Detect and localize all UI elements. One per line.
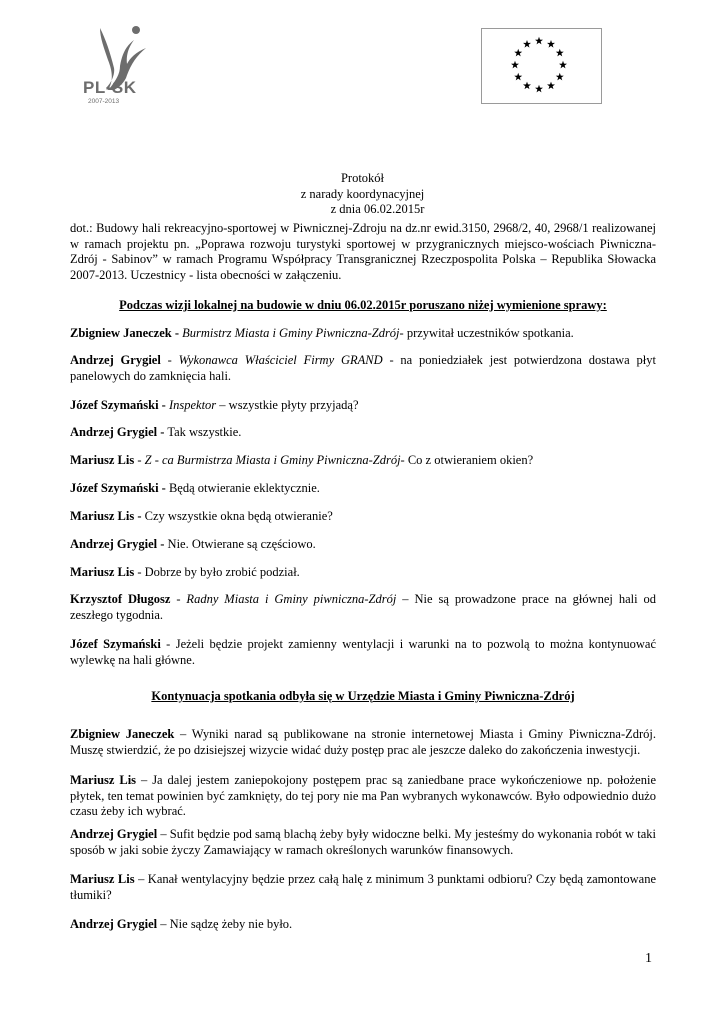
section1-entry — [70, 453, 656, 469]
section1-entry — [70, 637, 656, 668]
speaker-role: Inspektor — [165, 398, 217, 412]
section2-entry — [70, 917, 656, 933]
eu-star-icon — [511, 61, 519, 69]
speaker-role: - Wykonawca Właściciel Firmy GRAND — [160, 353, 383, 367]
statement-text: – Wyniki narad są publikowane na stronie internetowej Miasta i Gminy Piwniczna-Zdrój. Muszę stwierdzić, że po dzisiejszej wizycie widać duży postęp prac ale jeszcze daleko do zakończenia inwestycji. — [70, 727, 656, 757]
page-number: 1 — [645, 951, 652, 966]
eu-star-icon — [556, 73, 564, 81]
section1-entry — [70, 481, 656, 497]
doc-title: Protokół — [340, 171, 385, 185]
speaker-name: Zbigniew Janeczek — [70, 727, 175, 741]
section1-entry — [70, 398, 656, 414]
eu-star-icon — [547, 82, 555, 90]
speaker-name: Andrzej Grygiel — [70, 353, 161, 367]
statement-text: Nie. Otwierane są częściowo. — [164, 537, 316, 551]
statement-text: Będą otwieranie eklektycznie. — [165, 481, 320, 495]
statement-text: – Nie są prowadzone prace na głównej hali od zeszłego tygodnia. — [70, 592, 657, 622]
statement-text: przywitał uczestników spotkania. — [403, 326, 574, 340]
statement-text: Co z otwieraniem okien? — [404, 453, 534, 467]
section2-entry — [70, 827, 656, 858]
statement-text: – wszystkie płyty przyjadą? — [216, 398, 359, 412]
statement-text: Czy wszystkie okna będą otwieranie? — [141, 509, 333, 523]
statement-text: – Sufit będzie pod samą blachą żeby były widoczne belki. My jesteśmy do wykonania robót w taki sposób w jaki sobie życzy Zamawiający w ramach określonych warunków finansowych. — [70, 827, 656, 857]
speaker-role: - Radny Miasta i Gminy piwniczna-Zdrój — [170, 592, 397, 606]
eu-star-icon — [535, 85, 543, 93]
section1-entry — [70, 592, 656, 623]
section2-entry — [70, 872, 656, 903]
speaker-name: Andrzej Grygiel - — [70, 425, 165, 439]
section1-heading: Podczas wizji lokalnej na budowie w dniu 06.02.2015r poruszano niżej wymienione sprawy: — [119, 298, 607, 312]
speaker-name: Mariusz Lis — [70, 872, 135, 886]
eu-star-icon — [556, 49, 564, 57]
statement-text: – Nie sądzę żeby nie było. — [157, 917, 293, 931]
intro-paragraph: dot.: Budowy hali rekreacyjno-sportowej w Piwnicznej-Zdroju na dz.nr ewid.3150, 2968/2, 40, 2968/1 realizowanej w ramach projektu pn. „Poprawa rozwoju turystyki sportowej w przygranicznych miejsco-wościach Piwniczna-Zdrój - Sabinov” w ramach Programu Współpracy Transgranicznej Rzeczpospolita Polska – Republika Słowacka 2007-2013. Uczestnicy - lista obecności w załączeniu. — [70, 221, 656, 282]
statement-text: – Kanał wentylacyjny będzie przez całą halę z minimum 3 punktami odbioru? Czy będą zamontowane tłumiki? — [70, 872, 656, 902]
eu-star-icon — [523, 82, 531, 90]
logo-years: 2007-2013 — [88, 98, 120, 105]
statement-text: Tak wszystkie. — [164, 425, 242, 439]
section1-entry — [70, 425, 656, 441]
section1-entry — [70, 565, 656, 581]
logo-text: PL-SK — [83, 78, 137, 97]
speaker-name: Zbigniew Janeczek - — [70, 326, 180, 340]
section1-entry — [70, 537, 656, 553]
speaker-name: Józef Szymański - — [70, 398, 166, 412]
statement-text: – Ja dalej jestem zaniepokojony postępem prac są zaniedbane prace wykończeniowe np. położenie płytek, ten temat powinien być zamknięty, do tej pory nie ma Pan wybranych wykonawców. Było odpowiednio dużo czasu żeby ich wybrać. — [70, 773, 657, 818]
statement-text: - Dobrze by było zrobić podział. — [134, 565, 300, 579]
speaker-name: Mariusz Lis — [70, 453, 135, 467]
doc-subtitle: z narady koordynacyjnej — [300, 186, 425, 201]
speaker-name: Andrzej Grygiel — [70, 827, 158, 841]
speaker-name: Mariusz Lis - — [70, 509, 142, 523]
speaker-role: - Z - ca Burmistrza Miasta i Gminy Piwniczna-Zdrój- — [134, 453, 405, 467]
section2-entry — [70, 773, 656, 820]
section2-entry — [70, 727, 656, 758]
section1-entry — [70, 326, 656, 342]
doc-date: z dnia 06.02.2015r — [330, 202, 425, 216]
eu-flag — [481, 28, 602, 104]
speaker-role: Burmistrz Miasta i Gminy Piwniczna-Zdrój- — [179, 326, 404, 340]
eu-star-icon — [559, 61, 567, 69]
speaker-name: Krzysztof Długosz — [70, 592, 171, 606]
eu-stars-icon — [482, 29, 601, 103]
section1-entry — [70, 509, 656, 525]
eu-star-icon — [523, 40, 531, 48]
eu-star-icon — [547, 40, 555, 48]
section1-entry — [70, 353, 656, 384]
speaker-name: Andrzej Grygiel — [70, 917, 158, 931]
speaker-name: Mariusz Lis — [70, 773, 137, 787]
statement-text: - na poniedziałek jest potwierdzona dostawa płyt panelowych do zamknięcia hali. — [70, 353, 656, 383]
section2-heading: Kontynuacja spotkania odbyła się w Urzędzie Miasta i Gminy Piwniczna-Zdrój — [151, 689, 575, 703]
eu-star-icon — [514, 49, 522, 57]
eu-star-icon — [535, 37, 543, 45]
speaker-name: Mariusz Lis — [70, 565, 135, 579]
speaker-name: Józef Szymański — [70, 637, 161, 651]
speaker-name: Józef Szymański - — [70, 481, 166, 495]
eu-star-icon — [514, 73, 522, 81]
statement-text: - Jeżeli będzie projekt zamienny wentylacji i warunki na to pozwolą to można kontynuować wylewkę na hali główne. — [70, 637, 657, 667]
speaker-name: Andrzej Grygiel - — [70, 537, 165, 551]
